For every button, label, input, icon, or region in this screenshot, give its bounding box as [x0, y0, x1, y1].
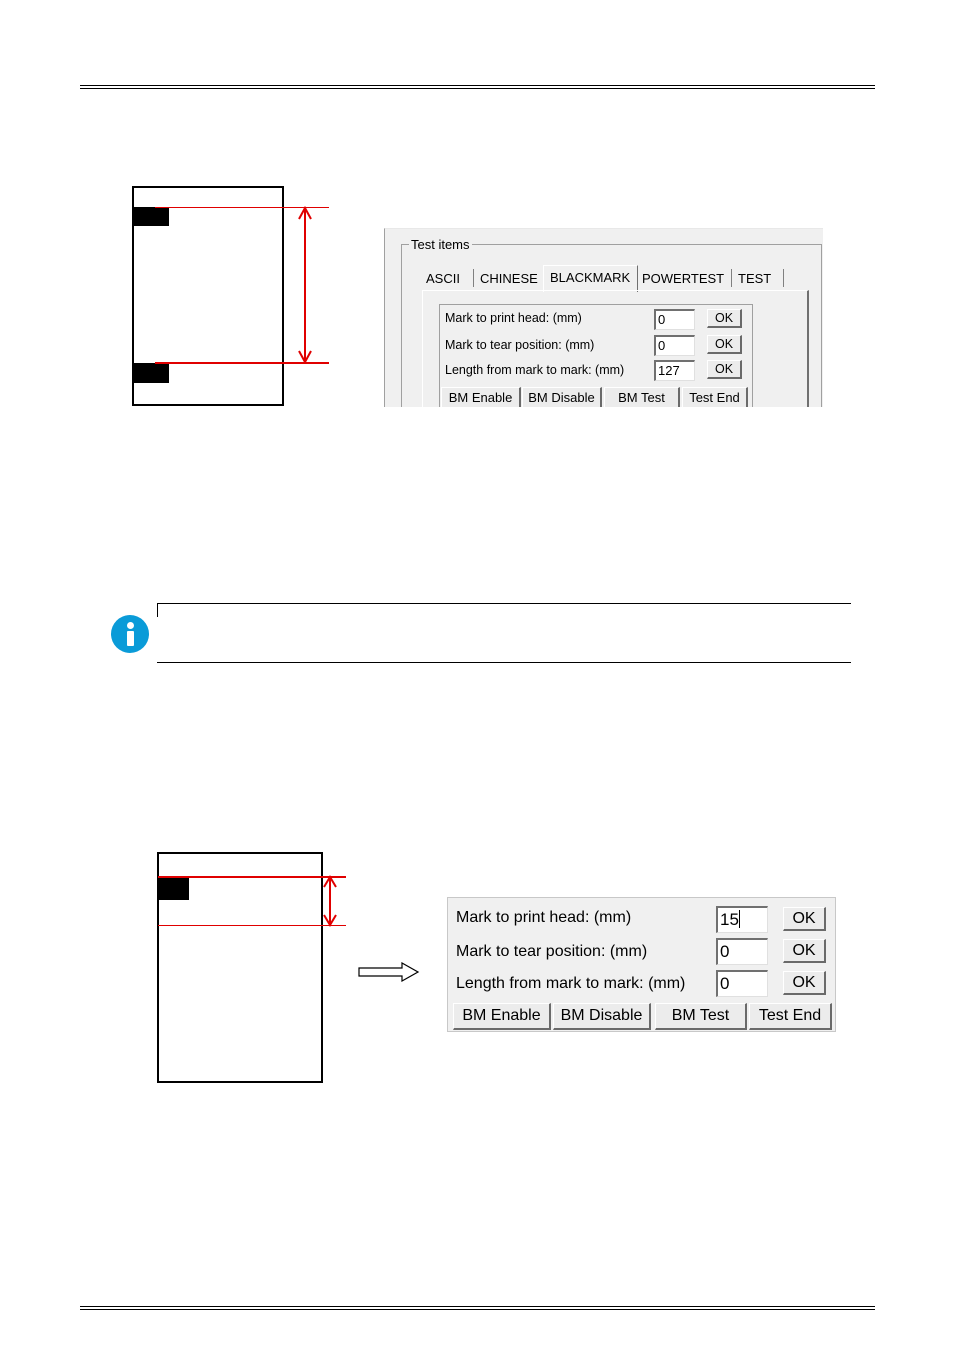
- red-guide-line-mark: [158, 876, 346, 878]
- mark-to-mark-arrow: [296, 205, 316, 365]
- black-mark-2: [133, 363, 169, 383]
- note-left-rule: [157, 603, 158, 617]
- bm-test-button[interactable]: BM Test: [655, 1003, 747, 1030]
- header-rule-thin: [80, 88, 875, 89]
- bm-disable-button[interactable]: BM Disable: [522, 387, 602, 407]
- mark-to-tear-position-input[interactable]: 0: [654, 335, 695, 356]
- test-items-title: Test items: [411, 237, 470, 252]
- info-icon-stem: [127, 631, 134, 646]
- info-icon: [111, 615, 149, 653]
- mark-to-print-head-input[interactable]: 0: [654, 309, 695, 330]
- bm-enable-button[interactable]: BM Enable: [453, 1003, 551, 1030]
- bm-enable-button[interactable]: BM Enable: [441, 387, 521, 407]
- bm-test-button[interactable]: BM Test: [604, 387, 680, 407]
- red-guide-line-print-head: [158, 925, 346, 926]
- length-mark-to-mark-label: Length from mark to mark: (mm): [456, 975, 686, 992]
- header-rule: [80, 85, 875, 86]
- tab-test[interactable]: TEST: [738, 271, 772, 286]
- right-arrow-icon: [357, 962, 421, 982]
- tab-blackmark-label: BLACKMARK: [550, 270, 631, 285]
- footer-rule-thin: [80, 1309, 875, 1310]
- blackmark-settings-panel-enlarged: [447, 897, 836, 1032]
- info-icon-dot: [127, 622, 134, 629]
- mark-to-tear-position-ok-button[interactable]: OK: [783, 939, 826, 963]
- length-mark-to-mark-input[interactable]: 127: [654, 360, 695, 381]
- tab-separator: [473, 269, 474, 287]
- black-mark-1: [133, 207, 169, 226]
- footer-rule: [80, 1306, 875, 1307]
- tab-blackmark-selected[interactable]: [543, 265, 638, 292]
- bm-disable-button[interactable]: BM Disable: [553, 1003, 651, 1030]
- text-cursor: [739, 910, 740, 928]
- length-mark-to-mark-label: Length from mark to mark: (mm): [445, 363, 625, 377]
- tab-powertest[interactable]: POWERTEST: [642, 271, 725, 286]
- mark-to-print-head-arrow: [321, 874, 341, 928]
- test-end-button[interactable]: Test End: [682, 387, 748, 407]
- tab-ascii[interactable]: ASCII: [426, 271, 460, 286]
- tab-separator: [731, 269, 732, 287]
- note-top-rule: [157, 603, 851, 604]
- mark-to-tear-position-ok-button[interactable]: OK: [707, 335, 742, 354]
- black-mark-bottom: [158, 877, 189, 900]
- length-mark-to-mark-ok-button[interactable]: OK: [783, 971, 826, 995]
- mark-to-print-head-label: Mark to print head: (mm): [445, 311, 582, 325]
- tab-separator: [783, 269, 784, 287]
- length-mark-to-mark-input[interactable]: 0: [716, 970, 768, 997]
- mark-to-print-head-label: Mark to print head: (mm): [456, 909, 632, 926]
- tab-chinese[interactable]: CHINESE: [480, 271, 538, 286]
- length-mark-to-mark-ok-button[interactable]: OK: [707, 360, 742, 379]
- mark-to-print-head-input[interactable]: [716, 906, 768, 933]
- mark-to-tear-position-input[interactable]: 0: [716, 938, 768, 965]
- test-end-button[interactable]: Test End: [749, 1003, 832, 1030]
- test-items-panel: [384, 228, 823, 407]
- mark-to-tear-position-label: Mark to tear position: (mm): [445, 338, 595, 352]
- note-bottom-rule: [157, 662, 851, 663]
- mark-to-print-head-ok-button[interactable]: OK: [707, 309, 742, 328]
- mark-to-print-head-value: 15: [720, 910, 739, 929]
- mark-to-tear-position-label: Mark to tear position: (mm): [456, 943, 648, 960]
- mark-to-print-head-ok-button[interactable]: OK: [783, 907, 826, 931]
